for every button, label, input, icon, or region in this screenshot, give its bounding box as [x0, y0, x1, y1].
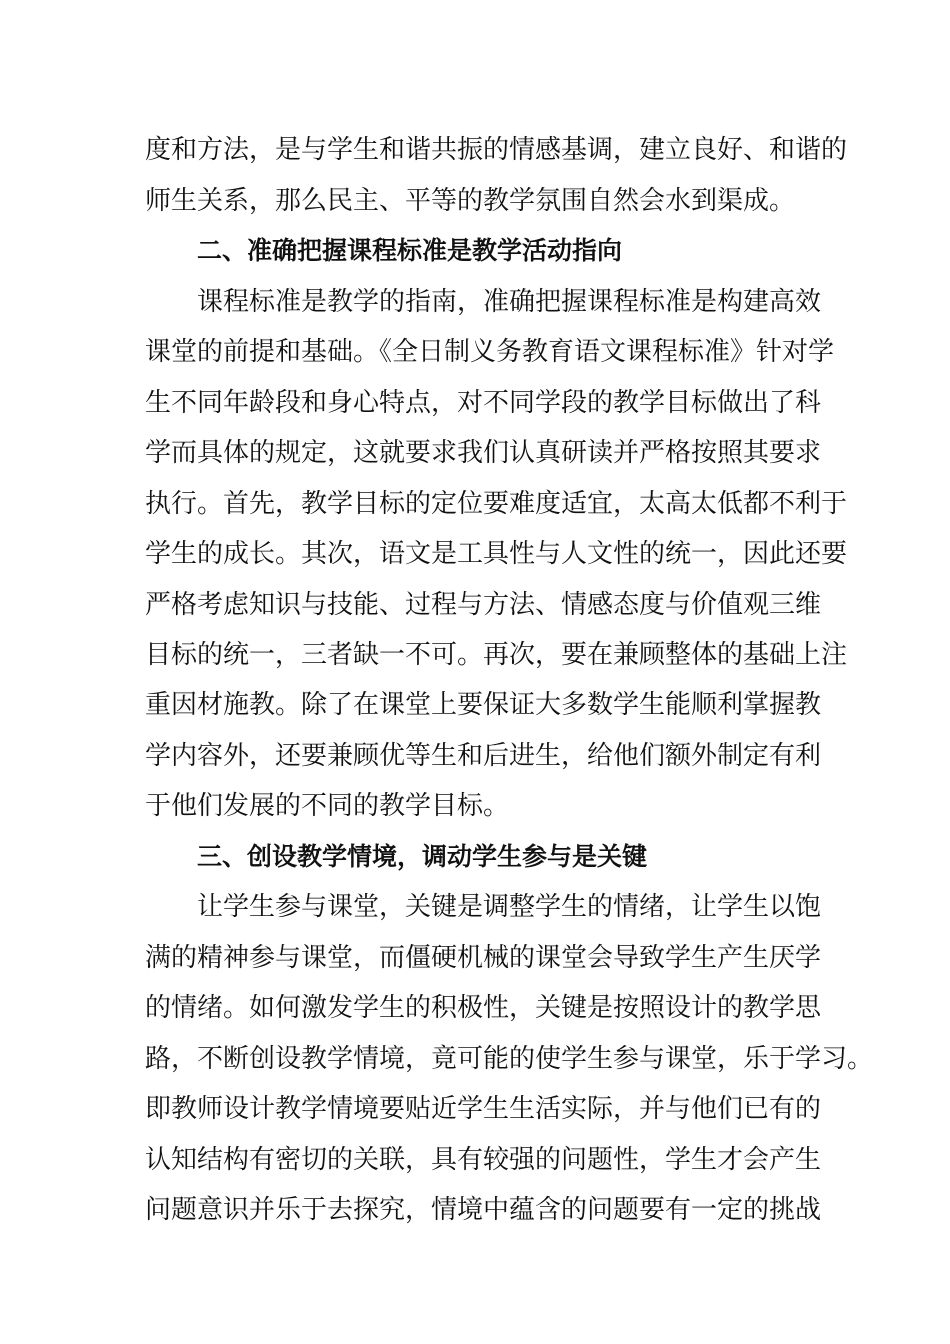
section-2-line-1: 课程标准是教学的指南，准确把握课程标准是构建高效 [197, 287, 822, 317]
section-2-line-6: 学生的成长。其次，语文是工具性与人文性的统一，因此还要 [145, 539, 848, 569]
section-3-line-2: 满的精神参与课堂，而僵硬机械的课堂会导致学生产生厌学 [145, 943, 822, 973]
intro-line-2: 师生关系，那么民主、平等的教学氛围自然会水到渠成。 [145, 186, 796, 216]
section-2-line-2: 课堂的前提和基础。《全日制义务教育语文课程标准》针对学 [145, 337, 835, 367]
section-2-line-10: 学内容外，还要兼顾优等生和后进生，给他们额外制定有利 [145, 741, 822, 771]
section-3-line-4: 路，不断创设教学情境，竟可能的使学生参与课堂，乐于学习。 [145, 1044, 874, 1074]
section-3-line-6: 认知结构有密切的关联，具有较强的问题性，学生才会产生 [145, 1145, 822, 1175]
section-3-heading: 三、创设教学情境，调动学生参与是关键 [197, 842, 648, 871]
section-2-line-5: 执行。首先，教学目标的定位要难度适宜，太高太低都不利于 [145, 489, 848, 519]
section-3-line-1: 让学生参与课堂，关键是调整学生的情绪，让学生以饱 [197, 892, 822, 922]
section-2-line-4: 学而具体的规定，这就要求我们认真研读并严格按照其要求 [145, 438, 822, 468]
section-3-line-3: 的情绪。如何激发学生的积极性，关键是按照设计的教学思 [145, 993, 822, 1023]
section-2-heading: 二、准确把握课程标准是教学活动指向 [197, 236, 623, 265]
section-2-line-7: 严格考虑知识与技能、过程与方法、情感态度与价值观三维 [145, 590, 822, 620]
section-2-line-11: 于他们发展的不同的教学目标。 [145, 791, 510, 821]
intro-line-1: 度和方法，是与学生和谐共振的情感基调，建立良好、和谐的 [145, 135, 848, 165]
section-3-line-7: 问题意识并乐于去探究，情境中蕴含的问题要有一定的挑战 [145, 1195, 822, 1225]
section-2-line-3: 生不同年龄段和身心特点，对不同学段的教学目标做出了科 [145, 388, 822, 418]
section-2-line-9: 重因材施教。除了在课堂上要保证大多数学生能顺利掌握教 [145, 690, 822, 720]
section-3-line-5: 即教师设计教学情境要贴近学生生活实际，并与他们已有的 [145, 1094, 822, 1124]
section-2-line-8: 目标的统一，三者缺一不可。再次，要在兼顾整体的基础上注 [145, 640, 848, 670]
